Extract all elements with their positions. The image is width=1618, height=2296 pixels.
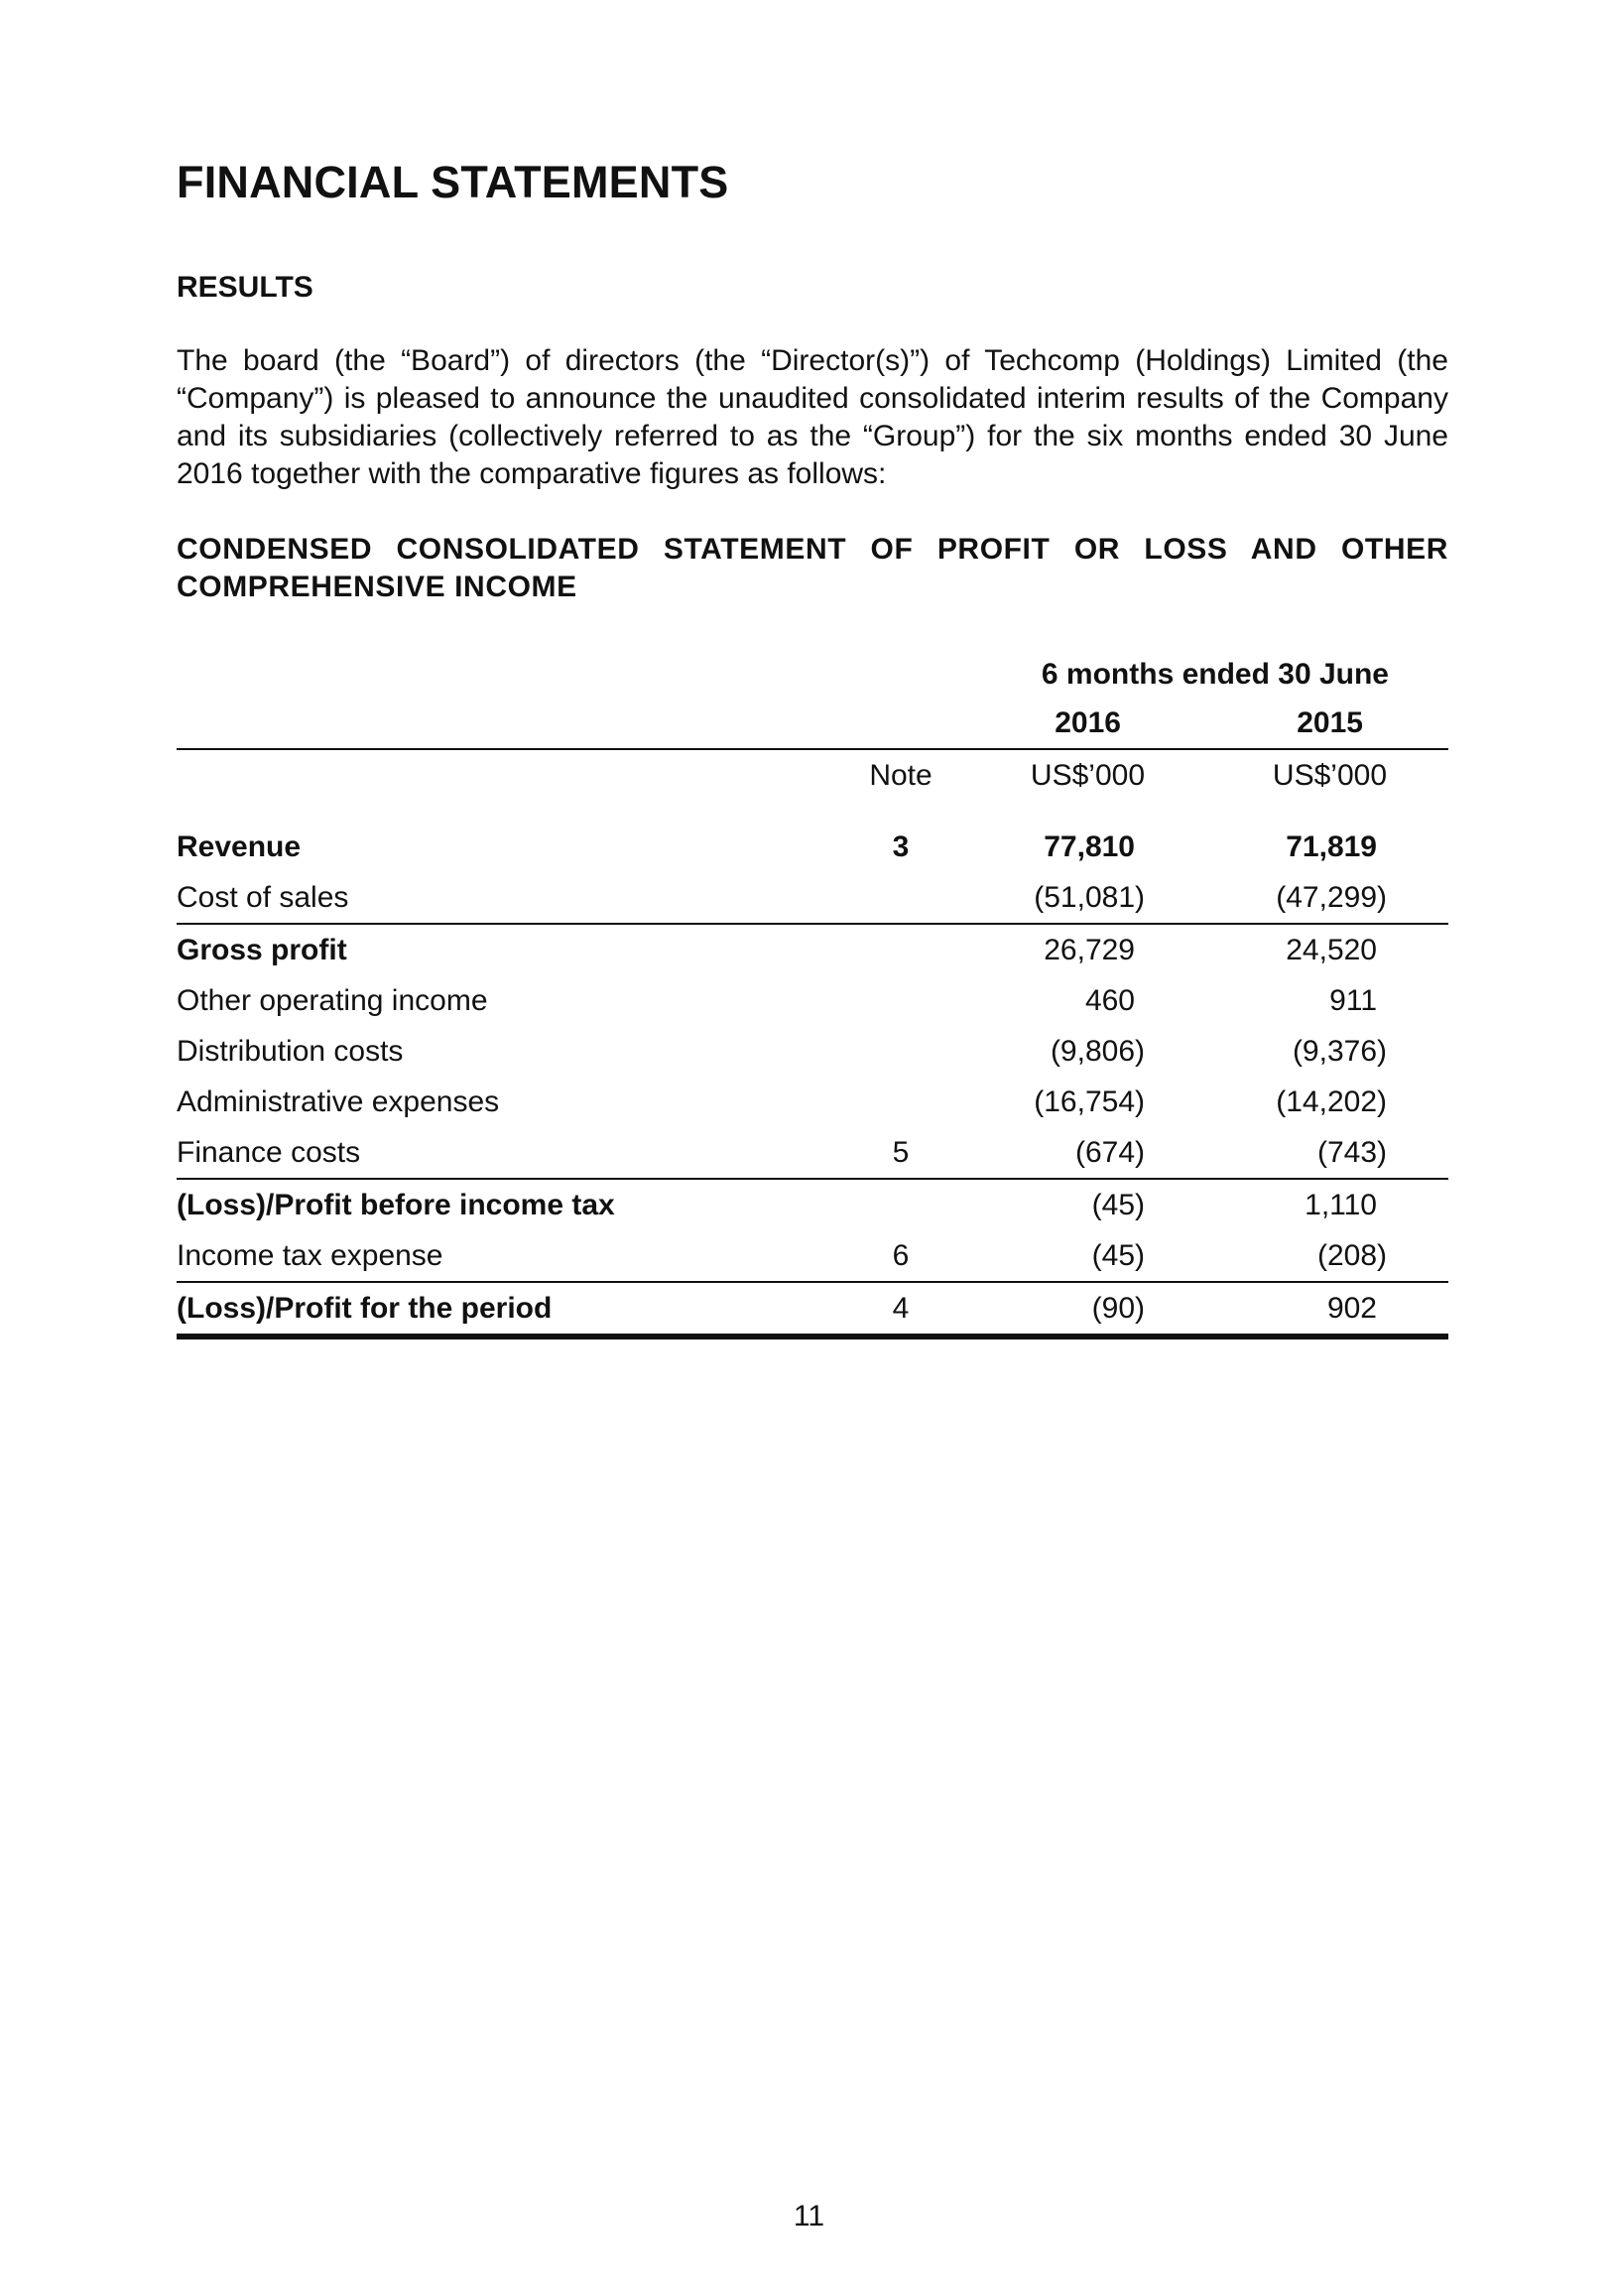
- value-2015: (208): [1316, 1239, 1387, 1272]
- year-2015-heading: 2015: [1297, 706, 1363, 739]
- table-row-profit-before-tax: [177, 1178, 1448, 1230]
- page-title: FINANCIAL STATEMENTS: [177, 157, 729, 207]
- row-label: (Loss)/Profit before income tax: [177, 1189, 615, 1221]
- unit-2016: US$’000: [1030, 759, 1145, 792]
- row-label: (Loss)/Profit for the period: [177, 1292, 553, 1325]
- value-2016: (9,806): [1050, 1035, 1145, 1068]
- row-label: Distribution costs: [177, 1035, 404, 1068]
- table-row-administrative-expenses: [177, 1077, 1448, 1127]
- table-row-income-tax-expense: [177, 1230, 1448, 1281]
- table-row-cost-of-sales: [177, 872, 1448, 923]
- value-2016: (16,754): [1034, 1085, 1145, 1118]
- table-row-profit-for-period: [177, 1281, 1448, 1334]
- row-note: 3: [892, 830, 910, 863]
- value-2016: 26,729: [1044, 934, 1135, 966]
- value-2015: 902: [1326, 1292, 1377, 1325]
- row-note: 4: [892, 1292, 910, 1325]
- value-2016: (90): [1091, 1292, 1145, 1325]
- row-note: 6: [892, 1239, 910, 1272]
- value-2015: 71,819: [1286, 830, 1377, 863]
- row-label: Revenue: [177, 830, 302, 863]
- value-2016: (45): [1091, 1189, 1145, 1221]
- row-note: 5: [892, 1136, 910, 1169]
- value-2015: (14,202): [1276, 1085, 1387, 1118]
- table-row-revenue: [177, 822, 1448, 872]
- value-2015: (743): [1316, 1136, 1387, 1169]
- period-header: [177, 650, 1448, 701]
- total-underline: [177, 1334, 1448, 1339]
- intro-paragraph: The board (the “Board”) of directors (the “Director(s)”) of Techcomp (Holdings) Limited (the “Company”) is pleased to announce the unaudited consolidated interim results of the Company and its subsidiaries (collectively referred to as the “Group”) for the six months ended 30 June 2016 together with the comparative figures as follows:: [177, 344, 1448, 490]
- row-label: Administrative expenses: [177, 1085, 500, 1118]
- table-row-other-operating-income: [177, 975, 1448, 1026]
- value-2016: 460: [1084, 984, 1135, 1017]
- page-number: 11: [793, 2200, 825, 2232]
- value-2016: (45): [1091, 1239, 1145, 1272]
- table-row-gross-profit: [177, 923, 1448, 975]
- profit-loss-table: [177, 650, 1448, 1339]
- note-heading: Note: [869, 759, 933, 792]
- value-2015: 1,110: [1305, 1189, 1377, 1221]
- value-2015: (47,299): [1276, 881, 1387, 914]
- year-2016-heading: 2016: [1055, 706, 1121, 739]
- value-2016: (674): [1074, 1136, 1145, 1169]
- table-row-finance-costs: [177, 1127, 1448, 1178]
- row-label: Other operating income: [177, 984, 488, 1017]
- section-heading-results: RESULTS: [177, 271, 313, 304]
- table-row-distribution-costs: [177, 1026, 1448, 1077]
- row-label: Gross profit: [177, 934, 347, 966]
- year-header: [177, 701, 1448, 750]
- statement-title: CONDENSED CONSOLIDATED STATEMENT OF PROFIT OR LOSS AND OTHER COMPREHENSIVE INCOME: [177, 533, 1448, 603]
- unit-2015: US$’000: [1272, 759, 1387, 792]
- value-2016: 77,810: [1044, 830, 1135, 863]
- value-2015: 24,520: [1286, 934, 1377, 966]
- value-2015: 911: [1329, 984, 1377, 1017]
- row-label: Income tax expense: [177, 1239, 443, 1272]
- units-header: [177, 750, 1448, 822]
- value-2016: (51,081): [1034, 881, 1145, 914]
- value-2015: (9,376): [1292, 1035, 1387, 1068]
- row-label: Cost of sales: [177, 881, 349, 914]
- row-label: Finance costs: [177, 1136, 361, 1169]
- period-heading: 6 months ended 30 June: [1041, 658, 1389, 691]
